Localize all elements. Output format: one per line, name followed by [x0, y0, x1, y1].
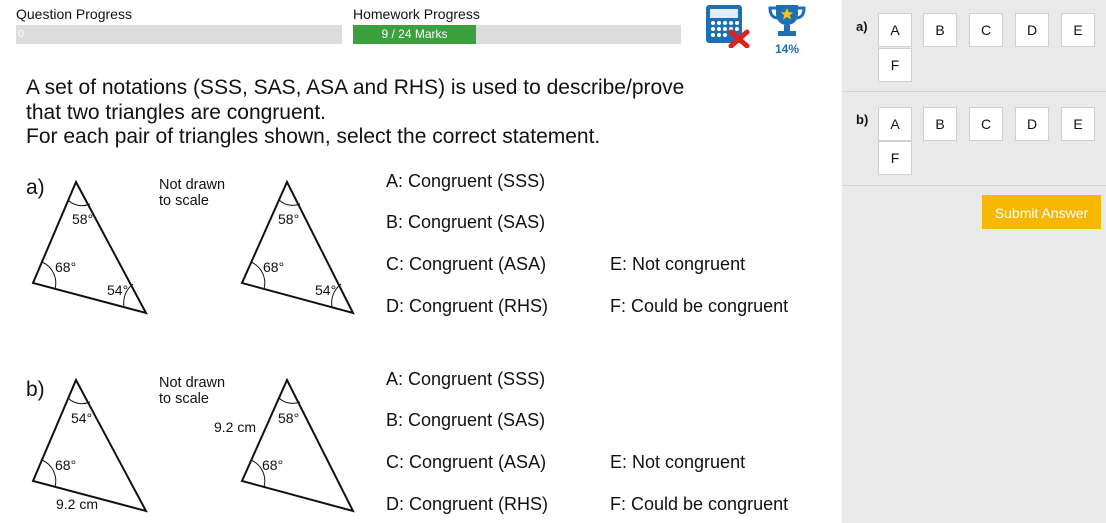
answer-a-choice-a[interactable]: A — [878, 13, 912, 47]
part-a-option-b: B: Congruent (SAS) — [386, 212, 546, 232]
part-a-tri2-left-angle: 68° — [263, 259, 285, 275]
part-a-note-line-2: to scale — [159, 193, 209, 209]
submit-answer-button[interactable]: Submit Answer — [982, 195, 1101, 229]
part-b-tri1-left-angle: 68° — [55, 457, 77, 473]
question-progress-value: 0 — [18, 28, 25, 40]
part-b-tri1-top-angle: 54° — [71, 410, 93, 426]
part-b-tri2-top-angle: 58° — [278, 410, 300, 426]
answer-a-choice-c[interactable]: C — [969, 13, 1003, 47]
part-a-option-a: A: Congruent (SSS) — [386, 171, 546, 191]
part-b-option-c: C: Congruent (ASA) — [386, 452, 547, 472]
part-a-option-f: F: Could be congruent — [610, 296, 789, 316]
answer-divider-2 — [842, 185, 1106, 186]
answer-b-choice-f[interactable]: F — [878, 141, 912, 175]
answer-part-a-label: a) — [856, 19, 868, 34]
part-a-option-c: C: Congruent (ASA) — [386, 254, 547, 274]
part-b-triangle-1 — [33, 380, 146, 512]
part-a-tri2-top-angle: 58° — [278, 211, 300, 227]
part-b-triangle-2 — [214, 380, 353, 511]
part-b-note-line-2: to scale — [159, 391, 209, 407]
part-b-option-e: E: Not congruent — [610, 452, 746, 472]
answer-b-choice-e[interactable]: E — [1061, 107, 1095, 141]
answer-a-choice-d[interactable]: D — [1015, 13, 1049, 47]
question-progress-label: Question Progress — [16, 6, 132, 22]
answer-b-choice-d[interactable]: D — [1015, 107, 1049, 141]
answer-b-choice-a[interactable]: A — [878, 107, 912, 141]
part-a-tri2-right-angle: 54° — [315, 282, 337, 298]
trophy-percent: 14% — [774, 42, 800, 56]
answer-b-choice-c[interactable]: C — [969, 107, 1003, 141]
homework-progress-fill: 9 / 24 Marks — [353, 25, 476, 44]
part-b-option-b: B: Congruent (SAS) — [386, 410, 546, 430]
part-a-option-d: D: Congruent (RHS) — [386, 296, 549, 316]
answer-divider-1 — [842, 91, 1106, 92]
part-b-option-a: A: Congruent (SSS) — [386, 369, 546, 389]
question-line-2: that two triangles are congruent. — [26, 100, 327, 124]
answer-part-b-label: b) — [856, 112, 869, 127]
part-b-tri1-side: 9.2 cm — [56, 496, 99, 512]
part-b-letter: b) — [26, 378, 45, 401]
answer-a-choice-e[interactable]: E — [1061, 13, 1095, 47]
answer-b-choice-b[interactable]: B — [923, 107, 957, 141]
part-b-option-d: D: Congruent (RHS) — [386, 494, 549, 514]
part-a-triangle-1 — [33, 182, 146, 313]
part-a-option-e: E: Not congruent — [610, 254, 746, 274]
part-a-tri1-right-angle: 54° — [107, 282, 129, 298]
question-line-1: A set of notations (SSS, SAS, ASA and RHS) is used to describe/prove — [26, 76, 685, 99]
part-b-option-f: F: Could be congruent — [610, 494, 789, 514]
part-b-tri2-side: 9.2 cm — [214, 419, 257, 435]
answer-a-choice-f[interactable]: F — [878, 48, 912, 82]
part-b-note-line-1: Not drawn — [159, 375, 226, 391]
part-b-tri2-left-angle: 68° — [262, 457, 284, 473]
answer-a-choice-b[interactable]: B — [923, 13, 957, 47]
part-a-tri1-top-angle: 58° — [72, 211, 94, 227]
homework-progress-label: Homework Progress — [353, 6, 480, 22]
part-a-tri1-left-angle: 68° — [55, 259, 77, 275]
part-a-letter: a) — [26, 176, 45, 199]
part-a-note-line-1: Not drawn — [159, 177, 226, 193]
part-a-triangle-2 — [242, 182, 353, 313]
question-line-3: For each pair of triangles shown, select the correct statement. — [26, 125, 601, 148]
